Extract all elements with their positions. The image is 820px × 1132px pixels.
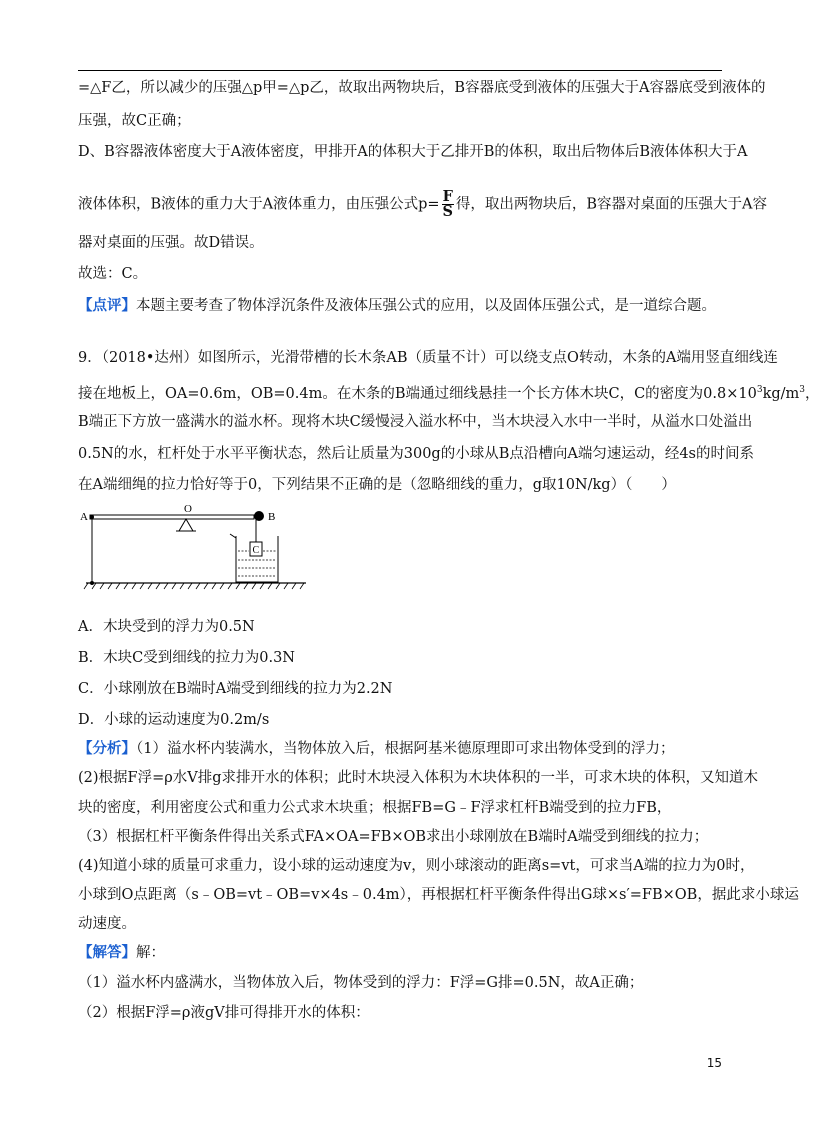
fulcrum xyxy=(179,519,193,531)
text-line-4a: 液体体积，B液体的重力大于A液体重力，由压强公式p= xyxy=(78,196,440,213)
question-9-line-2-text: 接在地板上，OA=0.6m，OB=0.4m。在木条的B端通过细线悬挂一个长方体木块C，C的密度为0.8×10 xyxy=(78,386,757,402)
analysis-line-2: (2)根据F浮=ρ水V排g求排开水的体积；此时木块浸入体积为木块体积的一半，可求木块的体积，又知道木 xyxy=(78,770,759,786)
solution-line-0 xyxy=(78,943,728,963)
label-o: O xyxy=(184,503,192,515)
question-9-line-1: 9．（2018•达州）如图所示，光滑带槽的长木条AB（质量不计）可以绕支点O转动，木条的A端用竖直细线连 xyxy=(78,350,778,366)
text-line-4 xyxy=(78,188,767,220)
label-a: A xyxy=(80,511,88,523)
comment-tag: 【点评】 xyxy=(78,297,136,314)
question-9-line-3: B端正下方放一盛满水的溢水杯。现将木块C缓慢浸入溢水杯中，当木块浸入水中一半时，从溢水口处溢出 xyxy=(78,414,753,430)
solution-line-1: （1）溢水杯内盛满水，当物体放入后，物体受到的浮力：F浮=G排=0.5N，故A正确； xyxy=(78,975,644,991)
fraction-numerator: F xyxy=(442,188,453,205)
text-line-5: 器对桌面的压强。故D错误。 xyxy=(78,235,264,251)
end-a-point xyxy=(90,515,94,519)
analysis-line-1 xyxy=(78,739,728,759)
lever-bar xyxy=(90,515,254,519)
solution-line-2: （2）根据F浮=ρ液gV排可得排开水的体积： xyxy=(78,1005,370,1021)
analysis-line-3: 块的密度，利用密度公式和重力公式求木块重；根据FB=G﹣F浮求杠杆B端受到的拉力FB， xyxy=(78,800,672,816)
analysis-line-5: (4)知道小球的质量可求重力，设小球的运动速度为v，则小球滚动的距离s=vt，可求当A端的拉力为0时， xyxy=(78,858,755,874)
lever-diagram xyxy=(78,500,308,600)
label-b: B xyxy=(268,511,276,523)
text-line-6: 故选：C。 xyxy=(78,266,148,282)
text-line-3: D、B容器液体密度大于A液体密度，甲排开A的体积大于乙排开B的体积，取出后物体后B液体体积大于A xyxy=(78,144,748,160)
label-c: C xyxy=(252,545,260,556)
solution-tag: 【解答】 xyxy=(78,944,136,961)
analysis-text-1: （1）溢水杯内装满水，当物体放入后，根据阿基米德原理即可求出物体受到的浮力； xyxy=(136,741,675,757)
question-9-line-4: 0.5N的水，杠杆处于水平平衡状态，然后让质量为300g的小球从B点沿槽向A端匀速运动，经4s的时间系 xyxy=(78,446,754,462)
option-b: B．木块C受到细线的拉力为0.3N xyxy=(78,650,295,666)
text-line-4b: 得，取出两物块后，B容器对桌面的压强大于A容 xyxy=(455,196,767,213)
pressure-fraction xyxy=(442,190,454,219)
text-line-1: =△F乙，所以减少的压强△p甲=△p乙，故取出两物块后，B容器底受到液体的压强大于A容器底受到液体的 xyxy=(78,80,766,96)
analysis-line-6: 小球到O点距离（s﹣OB=vt﹣OB=v×4s﹣0.4m），再根据杠杆平衡条件得出G球×s′=FB×OB，据此求小球运 xyxy=(78,887,799,903)
unit-text: kg/m xyxy=(762,386,800,402)
floor-hatching xyxy=(84,583,304,589)
question-9-line-5: 在A端细绳的拉力恰好等于0，下列结果不正确的是（忽略细线的重力，g取10N/kg）（ ） xyxy=(78,477,676,493)
analysis-line-4: （3）根据杠杆平衡条件得出关系式FA×OA=FB×OB求出小球刚放在B端时A端受到细线的拉力； xyxy=(78,829,709,845)
question-9-line-2 xyxy=(78,380,820,404)
fraction-denominator: S xyxy=(442,203,453,220)
comment-line xyxy=(78,296,728,316)
analysis-tag: 【分析】 xyxy=(78,740,136,757)
page-number: 15 xyxy=(706,1056,722,1070)
option-c: C．小球刚放在B端时A端受到细线的拉力为2.2N xyxy=(78,681,393,697)
comment-text: 本题主要考查了物体浮沉条件及液体压强公式的应用，以及固体压强公式，是一道综合题。 xyxy=(136,298,716,314)
cup-spout xyxy=(230,534,236,538)
comma: ， xyxy=(805,386,820,402)
option-a: A．木块受到的浮力为0.5N xyxy=(78,619,255,635)
header-rule xyxy=(78,70,722,71)
text-line-2: 压强，故C正确； xyxy=(78,113,191,129)
option-d: D．小球的运动速度为0.2m/s xyxy=(78,712,270,728)
unit-exponent: 3 xyxy=(799,385,805,395)
floor-anchor xyxy=(90,581,94,585)
exponent: 3 xyxy=(756,385,763,395)
analysis-line-7: 动速度。 xyxy=(78,916,136,932)
solution-text-0: 解： xyxy=(136,945,165,961)
